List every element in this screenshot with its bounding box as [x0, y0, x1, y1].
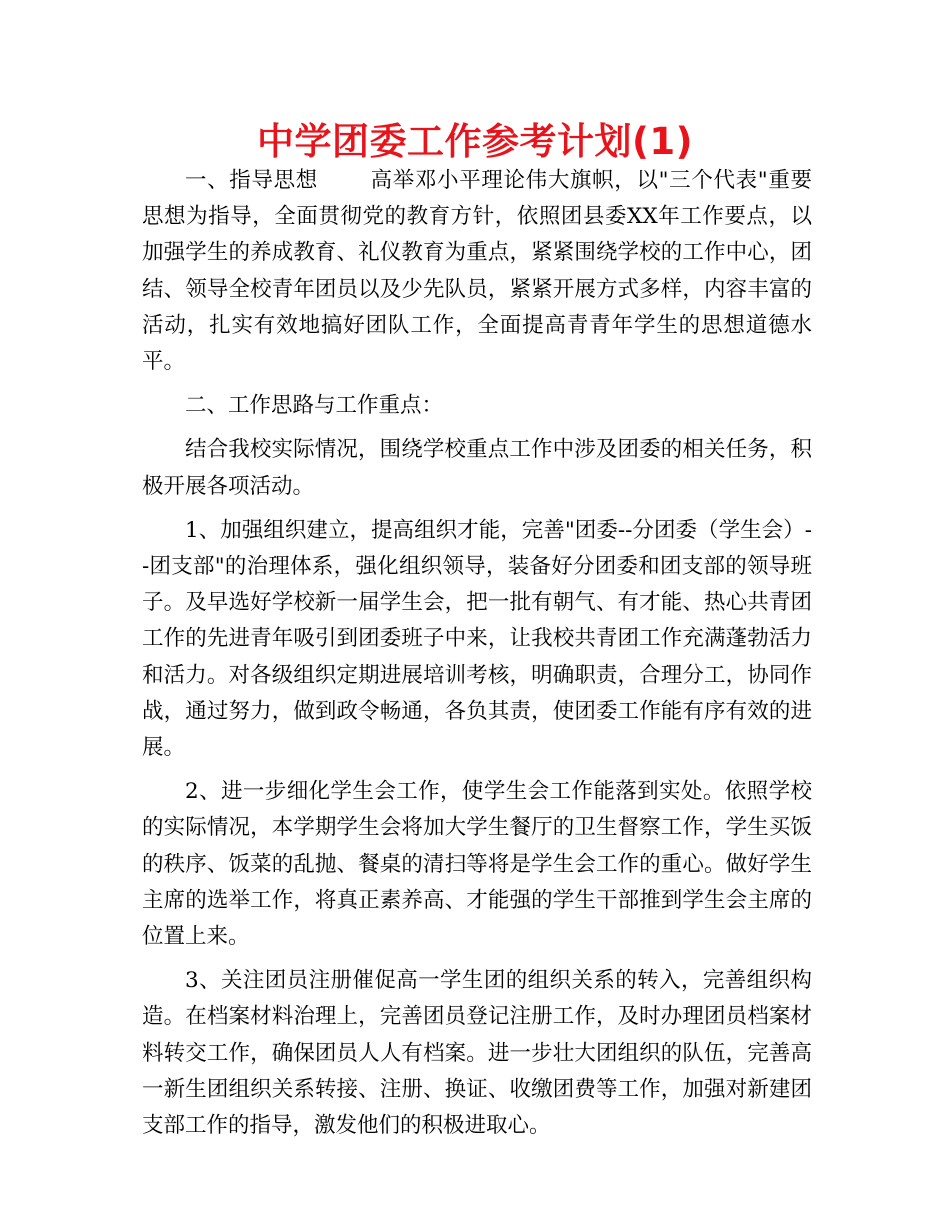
- section1-heading: 一、指导思想: [185, 168, 318, 193]
- section1-paragraph: [142, 163, 812, 380]
- document-body: [142, 163, 812, 1152]
- section1-text: 高举邓小平理论伟大旗帜，以"三个代表"重要思想为指导，全面贯彻党的教育方针，依照团县委XX年工作要点，以加强学生的养成教育、礼仪教育为重点，紧紧围绕学校的工作中心，团结、领导全校青年团员以及少先队员，紧紧开展方式多样，内容丰富的活动，扎实有效地搞好团队工作，全面提高青青年学生的思想道德水平。: [142, 168, 812, 375]
- item3-paragraph: 3、关注团员注册催促高一学生团的组织关系的转入，完善组织构造。在档案材料治理上，完善团员登记注册工作，及时办理团员档案材料转交工作，确保团员人人有档案。进一步壮大团组织的队伍，完善高一新生团组织关系转接、注册、换证、收缴团费等工作，加强对新建团支部工作的指导，激发他们的积极进取心。: [142, 968, 812, 1139]
- section2-heading: 二、工作思路与工作重点：: [185, 393, 444, 419]
- item2-paragraph: 2、进一步细化学生会工作，使学生会工作能落到实处。依照学校的实际情况，本学期学生会将加大学生餐厅的卫生督察工作，学生买饭的秩序、饭菜的乱抛、餐桌的清扫等将是学生会工作的重心。做好学生主席的选举工作，将真正素养高、才能强的学生干部推到学生会主席的位置上来。: [142, 779, 812, 950]
- item1-paragraph: 1、加强组织建立，提高组织才能，完善"团委--分团委（学生会）--团支部"的治理体系，强化组织领导，装备好分团委和团支部的领导班子。及早选好学校新一届学生会，把一批有朝气、有才能、热心共青团工作的先进青年吸引到团委班子中来，让我校共青团工作充满蓬勃活力和活力。对各级组织定期进展培训考核，明确职责，合理分工，协同作战，通过努力，做到政令畅通，各负其责，使团委工作能有序有效的进展。: [142, 517, 812, 761]
- intro-paragraph: 结合我校实际情况，围绕学校重点工作中涉及团委的相关任务，积极开展各项活动。: [142, 437, 812, 499]
- page-title: 中学团委工作参考计划(1): [256, 120, 694, 163]
